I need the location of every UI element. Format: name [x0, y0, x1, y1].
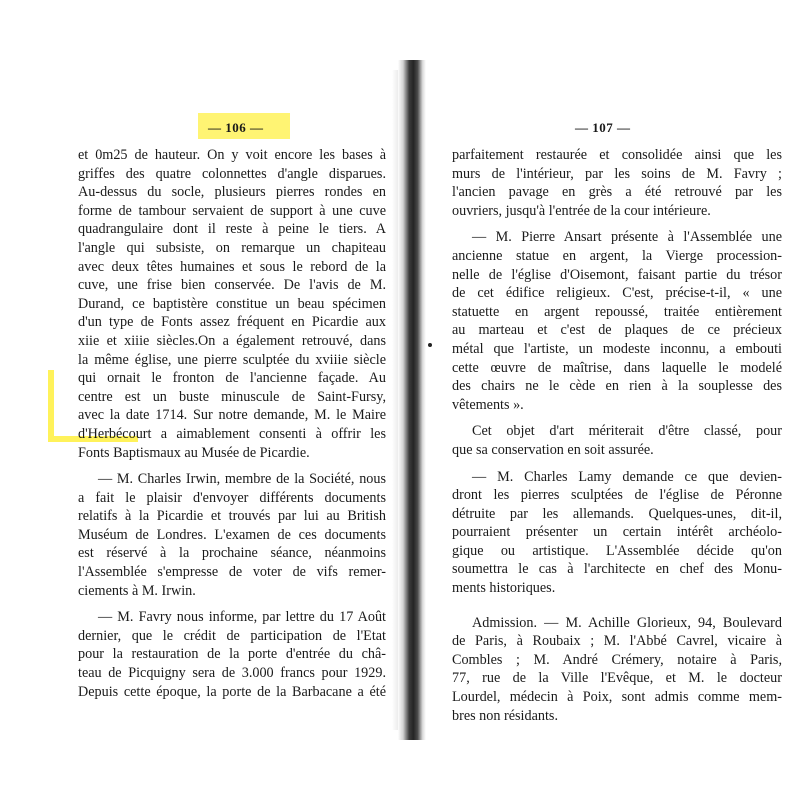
text-line: cuve, une frise bien conservée. De l'avis de M. [78, 277, 386, 294]
text-line: l'Assemblée s'empresse de voter de vifs remer- [78, 564, 386, 581]
text-line: que sa conservation en soit assurée. [452, 441, 654, 458]
text-line: soumettra le cas à l'architecte en chef des Monu- [452, 561, 782, 578]
text-line: des chairs ne le cède en rien à la souplesse des [452, 378, 782, 395]
text-line: métal que l'artiste, un modeste inconnu, a embouti [452, 340, 782, 357]
text-line: a fait le plaisir d'envoyer différents documents [78, 489, 386, 506]
text-line: la même église, une pierre sculptée du xviiie siècle [78, 351, 386, 368]
paragraph-fonts-baptismaux [78, 146, 386, 462]
text-line: Muséum de Londres. L'examen de ces documents [78, 526, 386, 543]
paragraph-irwin [78, 470, 386, 600]
text-line: Lourdel, médecin à Poix, sont admis comme mem- [452, 689, 782, 706]
text-line: griffes des quatre colonnettes d'angle disparues. [78, 165, 386, 182]
text-line: Depuis cette époque, la porte de la Barbacane a été [78, 683, 386, 700]
text-line: qui ornait le fronton de l'ancienne façade. Au [78, 370, 386, 387]
text-line: d'un type de Fonts assez fréquent en Picardie aux [78, 314, 386, 331]
paragraph-objet-art [452, 422, 782, 459]
text-line: 77, rue de la Ville l'Evêque, et M. le docteur [452, 670, 782, 687]
right-page [420, 0, 800, 800]
text-line: dernier, que le crédit de participation de l'Etat [78, 627, 386, 644]
text-line: ancienne statue en argent, la Vierge procession- [452, 247, 782, 264]
text-line: avec la date 1714. Sur notre demande, M. le Maire [78, 407, 386, 424]
paragraph-ansart [452, 228, 782, 414]
text-line: l'ancien pavage en grès a été retrouvé par les [452, 184, 782, 201]
text-line: vêtements ». [452, 396, 524, 413]
text-line: Cet objet d'art mériterait d'être classé, pour [472, 423, 782, 440]
text-line: dront les pierres sculptées de l'église de Péronne [452, 487, 782, 504]
text-line: murs de l'intérieur, par les soins de M. Favry ; [452, 165, 782, 182]
text-line: relatifs à la Picardie et trouvés par lui au British [78, 508, 386, 525]
paragraph-lamy [452, 468, 782, 598]
text-line: pourraient présenter un certain intérêt archéolo- [452, 524, 782, 541]
text-line: Durand, ce baptistère constitue un beau spécimen [78, 295, 386, 312]
text-line: Fonts Baptismaux au Musée de Picardie. [78, 444, 310, 461]
text-line: l'angle qui subsiste, on remarque un chapiteau [78, 239, 386, 256]
text-line: — M. Charles Lamy demande ce que devien- [472, 468, 782, 485]
left-page-text [78, 146, 386, 701]
text-line: et 0m25 de hauteur. On y voit encore les bases à [78, 147, 386, 163]
text-line: gique ou artistique. L'Assemblée décide qu'on [452, 542, 782, 559]
paragraph-admission [452, 614, 782, 726]
text-line: quadrangulaire dont il reste à peine le tiers. A [78, 221, 386, 238]
text-line: est réservé à la prochaine séance, néanmoins [78, 545, 386, 562]
right-page-text [452, 146, 782, 725]
text-line: forme de tambour servaient de support à une cuve [78, 202, 386, 219]
text-line: centre est un buste minuscule de Saint-Fursy, [78, 388, 386, 405]
text-line: xiie et xiiie siècles.On a également retrouvé, dans [78, 332, 386, 349]
text-line: détruite par les allemands. Quelques-unes, dit-il, [452, 505, 782, 522]
text-line: au marteau et c'est de plaques de ce précieux [452, 322, 782, 339]
text-line: ments historiques. [452, 580, 556, 597]
text-line: Admission. — M. Achille Glorieux, 94, Boulevard [472, 614, 782, 631]
text-line: pour la restauration de la porte d'entrée du châ- [78, 646, 386, 663]
text-line: ouvriers, jusqu'à l'entrée de la cour intérieure. [452, 202, 711, 219]
right-page-number: — 107 — [575, 120, 631, 135]
text-line: avec deux têtes humaines et sous le rebord de la [78, 258, 386, 275]
text-line: — M. Pierre Ansart présente à l'Assemblée une [472, 229, 782, 246]
paragraph-restauree [452, 146, 782, 220]
print-speck [428, 343, 432, 347]
text-line: de cet édifice religieux. C'est, précise-t-il, « une [452, 285, 782, 302]
paragraph-favry [78, 608, 386, 701]
text-line: teau de Picquigny sera de 3.000 francs pour 1929. [78, 665, 386, 682]
text-line: Combles ; M. André Crémery, notaire à Paris, [452, 651, 782, 668]
text-line: statuette en argent repoussé, traitée entièrement [452, 303, 782, 320]
text-line: Au-dessus du socle, plusieurs pierres rondes en [78, 184, 386, 201]
text-line: ciements à M. Irwin. [78, 582, 196, 599]
text-line: nelle de l'église d'Oisemont, faisant partie du trésor [452, 266, 782, 283]
left-page-number: — 106 — [208, 120, 264, 135]
text-line: — M. Charles Irwin, membre de la Société, nous [98, 471, 386, 488]
text-line: — M. Favry nous informe, par lettre du 17 Août [98, 609, 386, 626]
text-line: parfaitement restaurée et consolidée ainsi que les [452, 147, 782, 163]
text-line: bres non résidants. [452, 707, 558, 724]
text-line: cette œuvre de maîtrise, dans laquelle le modelé [452, 359, 782, 376]
text-line: d'Herbécourt a aimablement consenti à offrir les [78, 425, 386, 442]
text-line: de Paris, à Roubaix ; M. l'Abbé Cavrel, vicaire à [452, 633, 782, 650]
